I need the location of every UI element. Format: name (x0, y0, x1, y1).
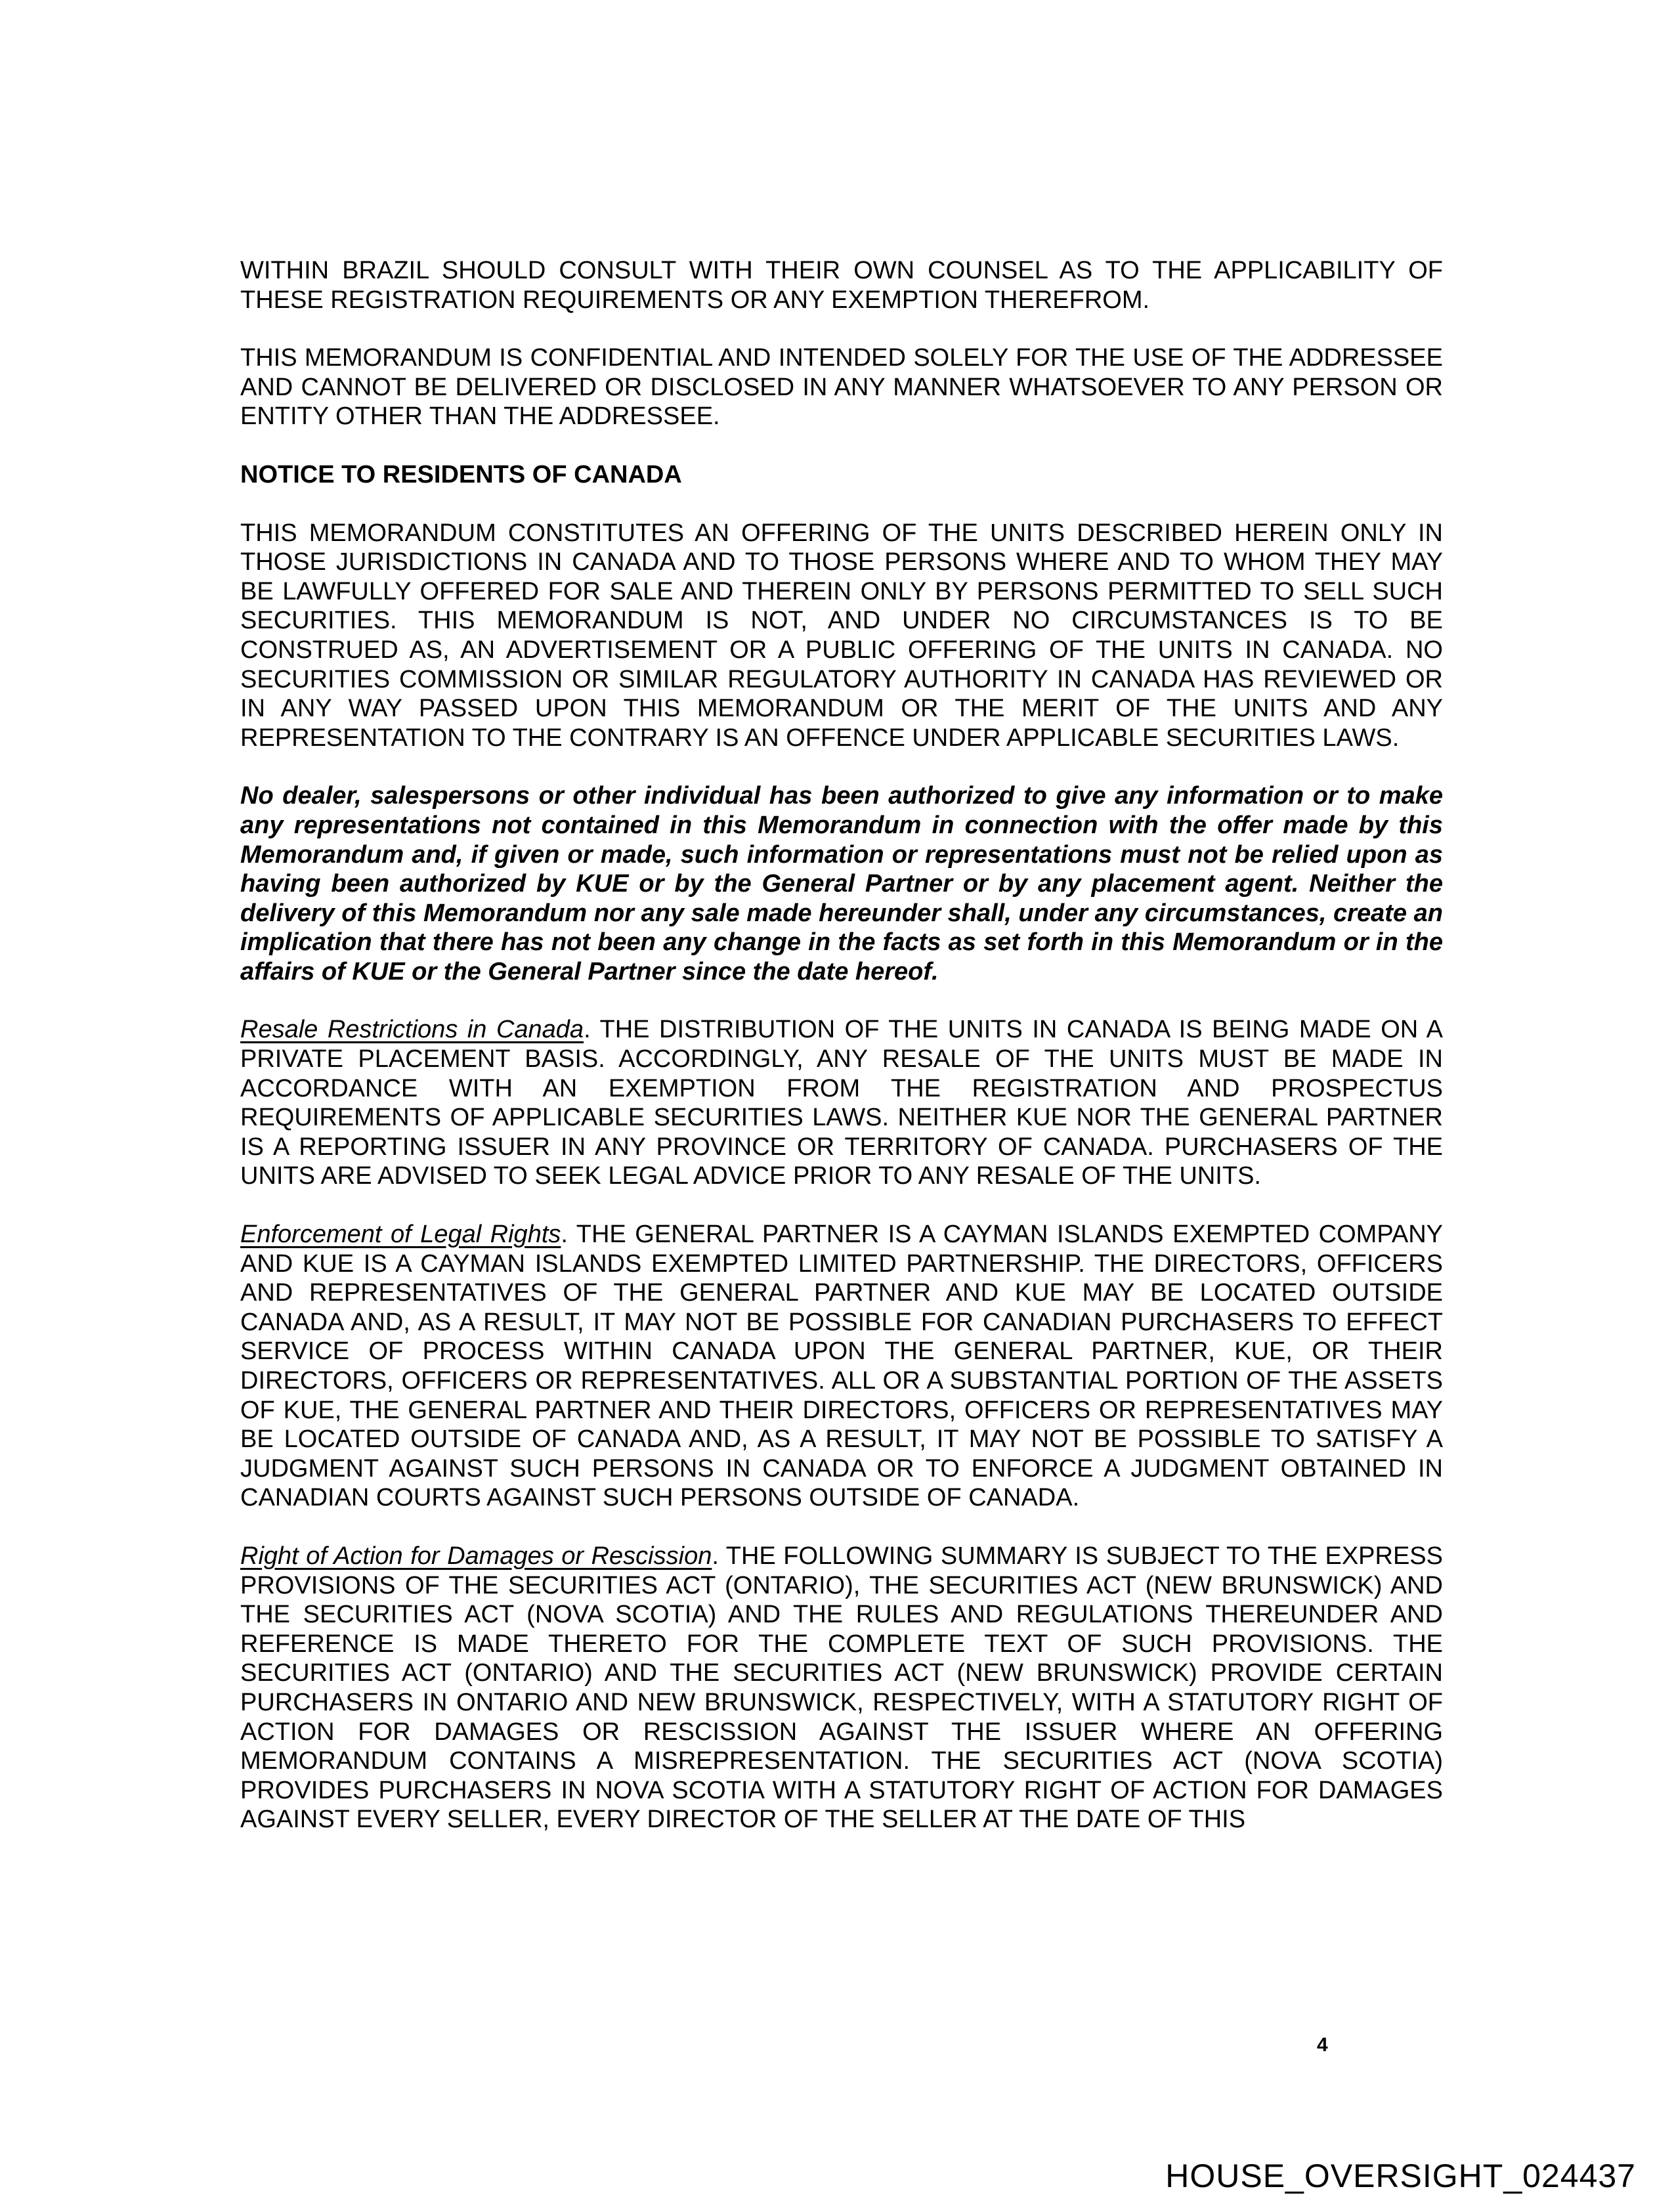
right-of-action-body: . THE FOLLOWING SUMMARY IS SUBJECT TO THE EXPRESS PROVISIONS OF THE SECURITIES ACT (ONTARIO), THE SECURITIES ACT (NEW BRUNSWICK) AND THE SECURITIES ACT (NOVA SCOTIA) AND THE RULES AND REGULATIONS THEREUNDER AND REFERENCE IS MADE THERETO FOR THE COMPLETE TEXT OF SUCH PROVISIONS. THE SECURITIES ACT (ONTARIO) AND THE SECURITIES ACT (NEW BRUNSWICK) PROVIDE CERTAIN PURCHASERS IN ONTARIO AND NEW BRUNSWICK, RESPECTIVELY, WITH A STATUTORY RIGHT OF ACTION FOR DAMAGES OR RESCISSION AGAINST THE ISSUER WHERE AN OFFERING MEMORANDUM CONTAINS A MISREPRESENTATION. THE SECURITIES ACT (NOVA SCOTIA) PROVIDES PURCHASERS IN NOVA SCOTIA WITH A STATUTORY RIGHT OF ACTION FOR DAMAGES AGAINST EVERY SELLER, EVERY DIRECTOR OF THE SELLER AT THE DATE OF THIS (240, 1542, 1443, 1834)
enforcement-body: . THE GENERAL PARTNER IS A CAYMAN ISLANDS EXEMPTED COMPANY AND KUE IS A CAYMAN ISLANDS EXEMPTED LIMITED PARTNERSHIP. THE DIRECTORS, OFFICERS AND REPRESENTATIVES OF THE GENERAL PARTNER AND KUE MAY BE LOCATED OUTSIDE CANADA AND, AS A RESULT, IT MAY NOT BE POSSIBLE FOR CANADIAN PURCHASERS TO EFFECT SERVICE OF PROCESS WITHIN CANADA UPON THE GENERAL PARTNER, KUE, OR THEIR DIRECTORS, OFFICERS OR REPRESENTATIVES. ALL OR A SUBSTANTIAL PORTION OF THE ASSETS OF KUE, THE GENERAL PARTNER AND THEIR DIRECTORS, OFFICERS OR REPRESENTATIVES MAY BE LOCATED OUTSIDE OF CANADA AND, AS A RESULT, IT MAY NOT BE POSSIBLE TO SATISFY A JUDGMENT AGAINST SUCH PERSONS IN CANADA OR TO ENFORCE A JUDGMENT OBTAINED IN CANADIAN COURTS AGAINST SUCH PERSONS OUTSIDE OF CANADA. (240, 1221, 1443, 1512)
paragraph-canada-offering: THIS MEMORANDUM CONSTITUTES AN OFFERING OF THE UNITS DESCRIBED HEREIN ONLY IN THOSE JURISDICTIONS IN CANADA AND TO THOSE PERSONS WHERE AND TO WHOM THEY MAY BE LAWFULLY OFFERED FOR SALE AND THEREIN ONLY BY PERSONS PERMITTED TO SELL SUCH SECURITIES. THIS MEMORANDUM IS NOT, AND UNDER NO CIRCUMSTANCES IS TO BE CONSTRUED AS, AN ADVERTISEMENT OR A PUBLIC OFFERING OF THE UNITS IN CANADA. NO SECURITIES COMMISSION OR SIMILAR REGULATORY AUTHORITY IN CANADA HAS REVIEWED OR IN ANY WAY PASSED UPON THIS MEMORANDUM OR THE MERIT OF THE UNITS AND ANY REPRESENTATION TO THE CONTRARY IS AN OFFENCE UNDER APPLICABLE SECURITIES LAWS. (240, 519, 1443, 752)
paragraph-right-of-action (240, 1542, 1443, 1834)
page-number: 4 (1317, 2034, 1328, 2056)
section-heading: NOTICE TO RESIDENTS OF CANADA (240, 460, 682, 488)
paragraph-no-dealer-notice: No dealer, salespersons or other individual has been authorized to give any information or to make any representations not contained in this Memorandum in connection with the offer made by this Memorandum and, if given or made, such information or representations must not be relied upon as having been authorized by KUE or by the General Partner or by any placement agent. Neither the delivery of this Memorandum nor any sale made hereunder shall, under any circumstances, create an implication that there has not been any change in the facts as set forth in this Memorandum or in the affairs of KUE or the General Partner since the date hereof. (240, 782, 1443, 986)
paragraph-confidentiality: THIS MEMORANDUM IS CONFIDENTIAL AND INTENDED SOLELY FOR THE USE OF THE ADDRESSEE AND CANNOT BE DELIVERED OR DISCLOSED IN ANY MANNER WHATSOEVER TO ANY PERSON OR ENTITY OTHER THAN THE ADDRESSEE. (240, 344, 1443, 431)
paragraph-brazil-continuation: WITHIN BRAZIL SHOULD CONSULT WITH THEIR OWN COUNSEL AS TO THE APPLICABILITY OF THESE REGISTRATION REQUIREMENTS OR ANY EXEMPTION THEREFROM. (240, 257, 1443, 314)
right-of-action-lead: Right of Action for Damages or Rescission (240, 1542, 712, 1570)
paragraph-resale-restrictions (240, 1015, 1443, 1191)
resale-restrictions-body: . THE DISTRIBUTION OF THE UNITS IN CANADA IS BEING MADE ON A PRIVATE PLACEMENT BASIS. ACCORDINGLY, ANY RESALE OF THE UNITS MUST BE MADE IN ACCORDANCE WITH AN EXEMPTION FROM THE REGISTRATION AND PROSPECTUS REQUIREMENTS OF APPLICABLE SECURITIES LAWS. NEITHER KUE NOR THE GENERAL PARTNER IS A REPORTING ISSUER IN ANY PROVINCE OR TERRITORY OF CANADA. PURCHASERS OF THE UNITS ARE ADVISED TO SEEK LEGAL ADVICE PRIOR TO ANY RESALE OF THE UNITS. (240, 1016, 1443, 1190)
paragraph-enforcement (240, 1220, 1443, 1513)
bates-number: HOUSE_OVERSIGHT_024437 (1165, 2158, 1636, 2194)
document-body (240, 256, 1443, 1834)
resale-restrictions-lead: Resale Restrictions in Canada (240, 1016, 584, 1044)
enforcement-lead: Enforcement of Legal Rights (240, 1221, 561, 1249)
